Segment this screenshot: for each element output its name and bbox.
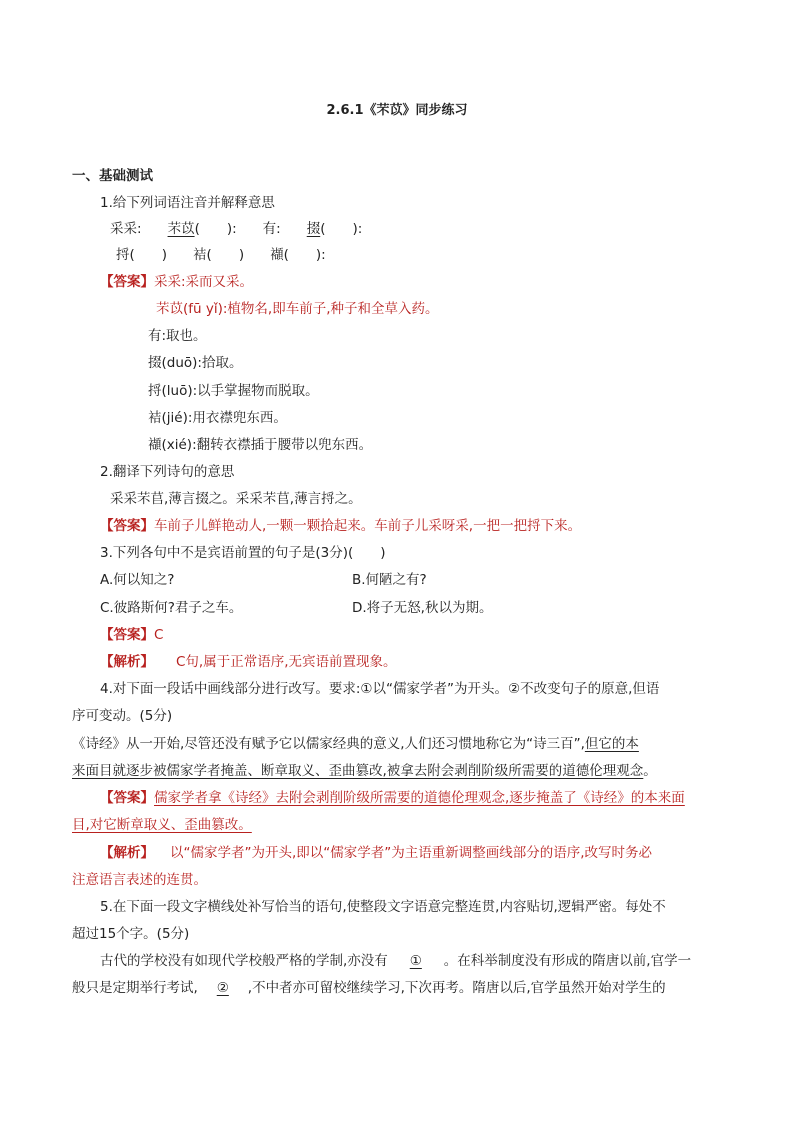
analysis-text: 以“儒家学者”为开头,即以“儒家学者”为主语重新调整画线部分的语序,改写时务必 <box>170 845 653 861</box>
answer-text: C <box>154 627 164 643</box>
answer-text: 目,对它断章取义、歪曲篡改。 <box>72 817 252 833</box>
question-4-passage <box>72 734 639 754</box>
answer-line: 襭(xié):翻转衣襟插于腰带以兜东西。 <box>148 437 373 453</box>
word-fuyi: 芣苡 <box>167 221 195 237</box>
analysis-4-line <box>100 843 652 863</box>
passage-text: 般只是定期举行考试, <box>72 980 198 996</box>
fill-blank-1: ① <box>409 953 422 969</box>
word-xie: 襭 <box>270 247 284 263</box>
option-a: A.何以知之? <box>100 572 175 588</box>
underlined-passage: 但它的本 <box>584 736 639 752</box>
word-caicai: 采采: <box>110 221 142 237</box>
page-title: 2.6.1《芣苡》同步练习 <box>326 103 468 118</box>
option-c: C.彼路斯何?君子之车。 <box>100 600 243 616</box>
word-luo: 捋 <box>116 247 130 263</box>
question-1-prompt: 1.给下列词语注音并解释意思 <box>100 195 275 211</box>
answer-4-line <box>100 788 685 808</box>
analysis-tag: 【解析】 <box>100 845 154 861</box>
answer-tag: 【答案】 <box>100 274 154 290</box>
fill-blank-2: ② <box>216 980 229 996</box>
word-you: 有: <box>262 221 281 237</box>
analysis-text: C句,属于正常语序,无宾语前置现象。 <box>176 654 397 670</box>
blank-paren: ( ): <box>320 221 363 237</box>
word-duo: 掇 <box>306 221 321 237</box>
question-4-prompt: 4.对下面一段话中画线部分进行改写。要求:①以“儒家学者”为开头。②不改变句子的原意,但语 <box>100 681 660 697</box>
answer-2-line <box>100 516 581 536</box>
question-5-passage <box>72 978 666 998</box>
passage-text: 。在科举制度没有形成的隋唐以前,官学一 <box>443 953 692 969</box>
blank-paren: ( ) <box>206 247 245 263</box>
answer-text: 采采:采而又采。 <box>154 274 254 290</box>
answer-tag: 【答案】 <box>100 790 154 806</box>
question-5-passage <box>100 951 691 971</box>
question-1-row-2 <box>116 245 326 265</box>
question-5-prompt: 5.在下面一段文字横线处补写恰当的语句,使整段文字语意完整连贯,内容贴切,逻辑严密。每处不 <box>100 899 666 915</box>
answer-line: 袺(jié):用衣襟兜东西。 <box>148 410 287 426</box>
underlined-passage: 来面目就逐步被儒家学者掩盖、断章取义、歪曲篡改,被拿去附会剥削阶级所需要的道德伦理观念 <box>72 763 644 779</box>
question-2-poem: 采采芣苢,薄言掇之。采采芣苢,薄言捋之。 <box>110 491 362 507</box>
analysis-tag: 【解析】 <box>100 654 154 670</box>
question-1-row-1 <box>110 219 362 239</box>
question-3-prompt: 3.下列各句中不是宾语前置的句子是(3分)( ) <box>100 545 386 561</box>
blank-paren: ( ) <box>129 247 168 263</box>
analysis-3-line <box>100 652 397 672</box>
answer-text: 儒家学者拿《诗经》去附会剥削阶级所需要的道德伦理观念,逐步掩盖了《诗经》的本来面 <box>154 790 685 806</box>
answer-1-line <box>100 272 253 292</box>
question-5-prompt: 超过15个字。(5分) <box>72 926 190 942</box>
section-heading: 一、基础测试 <box>72 168 153 184</box>
word-jie: 袺 <box>193 247 207 263</box>
question-4-prompt: 序可变动。(5分) <box>72 708 173 724</box>
analysis-text: 注意语言表述的连贯。 <box>72 872 207 888</box>
answer-3-line <box>100 625 163 645</box>
passage-text: 古代的学校没有如现代学校般严格的学制,亦没有 <box>100 953 388 969</box>
answer-line: 有:取也。 <box>148 328 207 344</box>
option-b: B.何陋之有? <box>352 572 427 588</box>
passage-text: ,不中者亦可留校继续学习,下次再考。隋唐以后,官学虽然开始对学生的 <box>247 980 666 996</box>
answer-tag: 【答案】 <box>100 518 154 534</box>
option-d: D.将子无怒,秋以为期。 <box>352 600 493 616</box>
question-4-passage <box>72 761 657 781</box>
answer-text: 车前子儿鲜艳动人,一颗一颗拾起来。车前子儿采呀采,一把一把捋下来。 <box>154 518 582 534</box>
answer-line: 芣苡(fū yǐ):植物名,即车前子,种子和全草入药。 <box>156 301 439 317</box>
passage-text: 《诗经》从一开始,尽管还没有赋予它以儒家经典的意义,人们还习惯地称它为“诗三百”, <box>72 736 585 752</box>
blank-paren: ( ): <box>283 247 326 263</box>
blank-paren: ( ): <box>194 221 237 237</box>
answer-tag: 【答案】 <box>100 627 154 643</box>
answer-line: 掇(duō):拾取。 <box>148 355 243 371</box>
passage-text: 。 <box>643 763 657 779</box>
answer-line: 捋(luō):以手掌握物而脱取。 <box>148 383 319 399</box>
question-2-prompt: 2.翻译下列诗句的意思 <box>100 464 235 480</box>
